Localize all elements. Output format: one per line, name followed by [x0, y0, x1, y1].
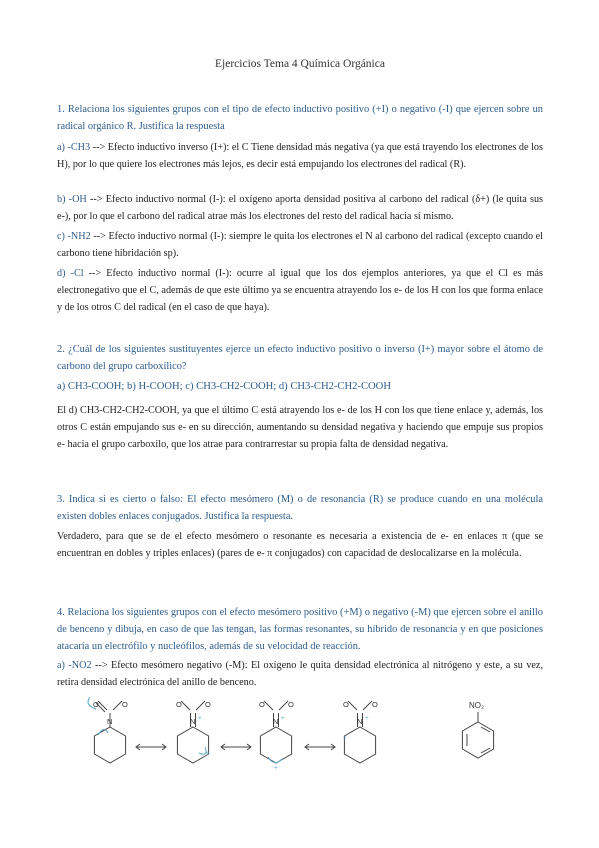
- s4-n-label: N: [357, 717, 363, 726]
- s1-n-label: N: [107, 717, 113, 726]
- s3-positive-charge: +: [274, 765, 278, 772]
- answer-2: El d) CH3-CH2-CH2-COOH, ya que el último C está atrayendo los e- de los H con los que tiene enlace y, además, los otros C están empujando sus e- en su dirección, aumentando su densidad negativa y haciendo que empuje sus propios e- hacia el grupo carboxilo, que los atrae para contrarrestar su propia falta de densidad negativa.: [57, 405, 543, 450]
- resonance-structure-3: [260, 701, 291, 763]
- answer-1a-label: a) -CH3: [57, 142, 91, 153]
- answer-1b-label: b) -OH: [57, 194, 87, 205]
- answer-4a-label: a) -NO2: [57, 660, 92, 671]
- s2-n-plus: +: [198, 715, 202, 722]
- s2-o-left-label: O: [176, 700, 182, 709]
- s2-positive-charge: +: [206, 750, 210, 757]
- answer-1a-text: --> Efecto inductivo inverso (I+): el C Tiene densidad más negativa (ya que está trayendo los electrones de los H), por lo que quiere los electrones más lejos, es decir está empujando los electrones del radical (R).: [57, 142, 543, 170]
- answer-1b-text: --> Efecto inductivo normal (I-): el oxígeno aporta densidad positiva al carbono del radical (δ+) (le quita sus e-), por lo que el carbono del radical atrae más los electrones del resto del radical hacia sí mismo.: [57, 194, 544, 222]
- s4-o-left-label: O: [343, 700, 349, 709]
- answer-3: Verdadero, para que se de el efecto mesómero o resonante es necesaria a existencia de e- en enlaces π (que se encuentran en dobles y triples enlaces) (pares de e- π conjugados) con capacidad de deslocalizarse en la molécula.: [57, 531, 543, 559]
- resonance-structure-4: [344, 701, 375, 763]
- question-4: 4. Relaciona los siguientes grupos con el efecto mesómero positivo (+M) o negativo (-M) que ejercen sobre el anillo de benceno y dibuja, en caso de que las tengan, las formas resonantes, su híbrido de resonancia y en que posiciones atacaría un electrófilo y nucleófilos, además de su velocidad de reacción.: [57, 607, 543, 652]
- s2-n-label: N: [190, 717, 196, 726]
- s3-n-plus: +: [281, 715, 285, 722]
- page-title: Ejercicios Tema 4 Química Orgánica: [215, 58, 385, 70]
- s1-o-right-label: O: [122, 700, 128, 709]
- resonance-structure-2: [177, 701, 208, 763]
- s4-positive-charge: +: [343, 735, 347, 742]
- question-1: 1. Relaciona los siguientes grupos con el tipo de efecto inductivo positivo (+I) o negativo (-I) que ejercen sobre un radical orgánico R. Justifica la respuesta: [57, 104, 543, 132]
- answer-4a-text: --> Efecto mesómero negativo (-M): El oxígeno le quita densidad electrónica al nitrógeno y este, a su vez, retira densidad electrónica del anillo de benceno.: [57, 660, 543, 688]
- question-2-options: a) CH3-COOH; b) H-COOH; c) CH3-CH2-COOH; d) CH3-CH2-CH2-COOH: [57, 381, 391, 392]
- answer-1d-label: d) -Cl: [57, 268, 84, 279]
- s3-o-right-label: O: [288, 700, 294, 709]
- s1-o-left-label: O: [93, 700, 99, 709]
- answer-1c-text: --> Efecto inductivo normal (I-): siempre le quita los electrones el N al carbono del radical (excepto cuando el carbono tiene hibridación sp).: [57, 231, 543, 259]
- answer-1d-text: --> Efecto inductivo normal (I-): ocurre al igual que los dos ejemplos anteriores, ya que el Cl es más electronegativo que el C, además de que este último ya se encuentra atrayendo los e- de los H con los que forma enlace y de los otros C del radical (en el caso de que haya).: [57, 268, 543, 313]
- nitro-label: NO₂: [469, 701, 485, 710]
- s3-o-left-label: O: [259, 700, 265, 709]
- s4-o-right-label: O: [372, 700, 378, 709]
- question-3: 3. Indica si es cierto o falso: El efecto mesómero (M) o de resonancia (R) se produce cuando en una molécula existen dobles enlaces conjugados. Justifica la respuesta.: [57, 494, 543, 522]
- question-2: 2. ¿Cuál de los siguientes sustituyentes ejerce un efecto inductivo positivo o inverso (I+) mayor sobre el átomo de carbono del grupo carboxílico?: [57, 344, 543, 372]
- s3-n-label: N: [273, 717, 279, 726]
- answer-1c-label: c) -NH2: [57, 231, 91, 242]
- s4-n-plus: +: [365, 715, 369, 722]
- nitrobenzene-structure: [462, 712, 493, 758]
- s2-o-right-label: O: [205, 700, 211, 709]
